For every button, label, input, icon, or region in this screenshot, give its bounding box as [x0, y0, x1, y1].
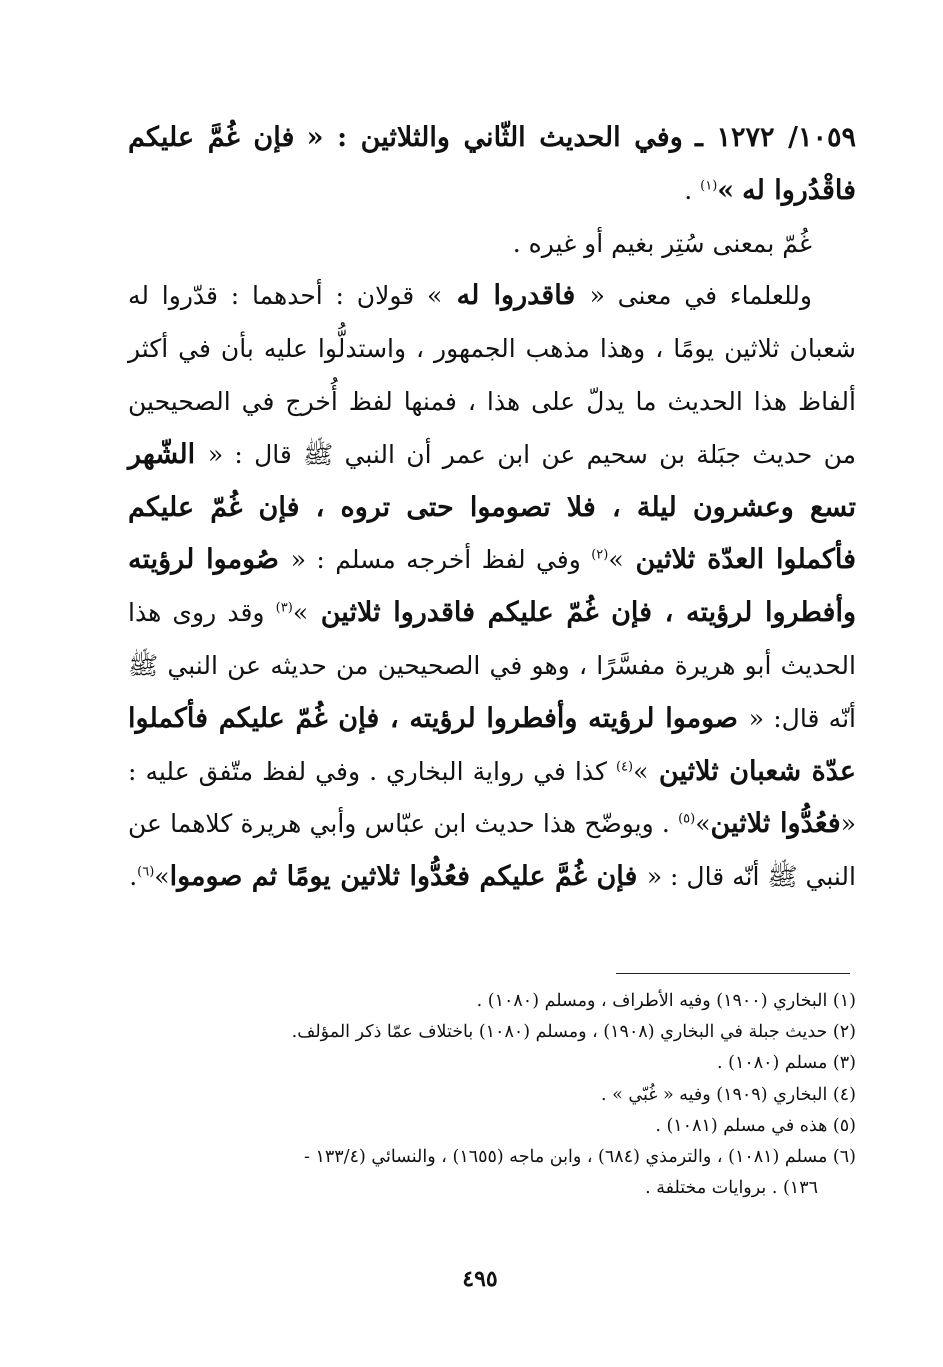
footnotes: [128, 986, 856, 1204]
quote-segment: فاقدروا له: [442, 280, 590, 312]
footnote-ref-3: (٣): [275, 600, 293, 616]
footnote-ref-1: (١): [700, 178, 718, 194]
footnote-divider: [616, 973, 850, 974]
text-segment: وقد روى هذا الحديث أبو هريرة مفسَّرًا ، وهو في الصحيحين من حديثه عن النبي ﷺ أنّه قال: «: [128, 598, 856, 733]
text-segment: وللعلماء في معنى «: [589, 281, 812, 311]
text-segment: »: [154, 862, 170, 892]
text-segment: »: [292, 598, 309, 628]
heading-end: .: [684, 175, 701, 205]
footnote-6-continued: ١٣٦) . بروايات مختلفة .: [645, 1178, 818, 1199]
text-segment: »: [695, 809, 711, 839]
scholars-paragraph: [128, 270, 856, 904]
hadith-number: ١٠٥٩/ ١٢٧٢ ـ: [694, 122, 857, 153]
quote-segment: صوموا لرؤيته وأفطروا لرؤيته ، فإن غُمّ عليكم فأكملوا عدّة شعبان ثلاثين: [128, 702, 856, 787]
footnote-ref-2: (٢): [591, 548, 609, 564]
hadith-quote-close: »: [717, 174, 735, 206]
text-segment: كذا في رواية البخاري . وفي لفظ متّفق عليه : «: [128, 756, 856, 839]
footnote-3: (٣) مسلم (١٠٨٠) .: [716, 1053, 856, 1074]
hadith-quote: فإن غُمَّ عليكم فاقْدُروا له: [128, 122, 856, 206]
text-segment: . ويوضّح هذا حديث ابن عبّاس وأبي هريرة كلاهما عن النبي ﷺ أنّه قال : «: [128, 809, 856, 892]
hadith-intro: وفي الحديث الثّاني والثلاثين : «: [306, 122, 683, 153]
footnote-ref-6: (٦): [137, 864, 155, 880]
text-segment: »: [608, 545, 624, 575]
main-text: [128, 112, 856, 904]
footnote-ref-5: (٥): [678, 812, 696, 828]
footnote-4: (٤) البخاري (١٩٠٩) وفيه « غُبّي » .: [600, 1084, 856, 1105]
definition-paragraph: غُمّ بمعنى سُتِر بغيم أو غيره .: [512, 228, 812, 258]
text-segment: .: [129, 862, 138, 892]
quote-segment: الشّهر تسع وعشرون ليلة ، فلا تصوموا حتى تروه ، فإن غُمّ عليكم فأكملوا العدّة ثلاثين: [128, 438, 856, 576]
quote-segment: فعُدُّوا ثلاثين: [710, 808, 841, 840]
hadith-heading: [128, 112, 856, 218]
footnote-2: (٢) حديث جبلة في البخاري (١٩٠٨) ، ومسلم (١٠٨٠) باختلاف عمّا ذكر المؤلف.: [291, 1022, 856, 1043]
footnote-1: (١) البخاري (١٩٠٠) وفيه الأطراف ، ومسلم (١٠٨٠) .: [476, 991, 856, 1011]
quote-segment: فإن غُمَّ عليكم فعُدُّوا ثلاثين يومًا ثم صوموا: [169, 861, 647, 893]
text-segment: » قولان : أحدهما : قدّروا له شعبان ثلاثين يومًا ، وهذا مذهب الجمهور ، واستدلُّوا عليه بأن في أكثر ألفاظ هذا الحديث ما يدلّ على هذا ، فمنها لفظ أُخرج في الصحيحين من حديث جبَلة بن سحيم عن ابن عمر أن النبي ﷺ قال : «: [128, 281, 856, 469]
footnote-ref-4: (٤): [615, 759, 634, 775]
footnote-5: (٥) هذه في مسلم (١٠٨١) .: [655, 1115, 856, 1136]
page-number: ٤٩٥: [462, 1266, 498, 1292]
footnote-6: (٦) مسلم (١٠٨١) ، والترمذي (٦٨٤) ، وابن ماجه (١٦٥٥) ، والنسائي (١٣٣/٤ -: [304, 1147, 856, 1168]
text-segment: وفي لفظ أخرجه مسلم : «: [290, 545, 592, 575]
text-segment: »: [633, 756, 649, 786]
quote-segment: صُوموا لرؤيته وأفطروا لرؤيته ، فإن غُمّ عليكم فاقدروا ثلاثين: [128, 544, 857, 629]
